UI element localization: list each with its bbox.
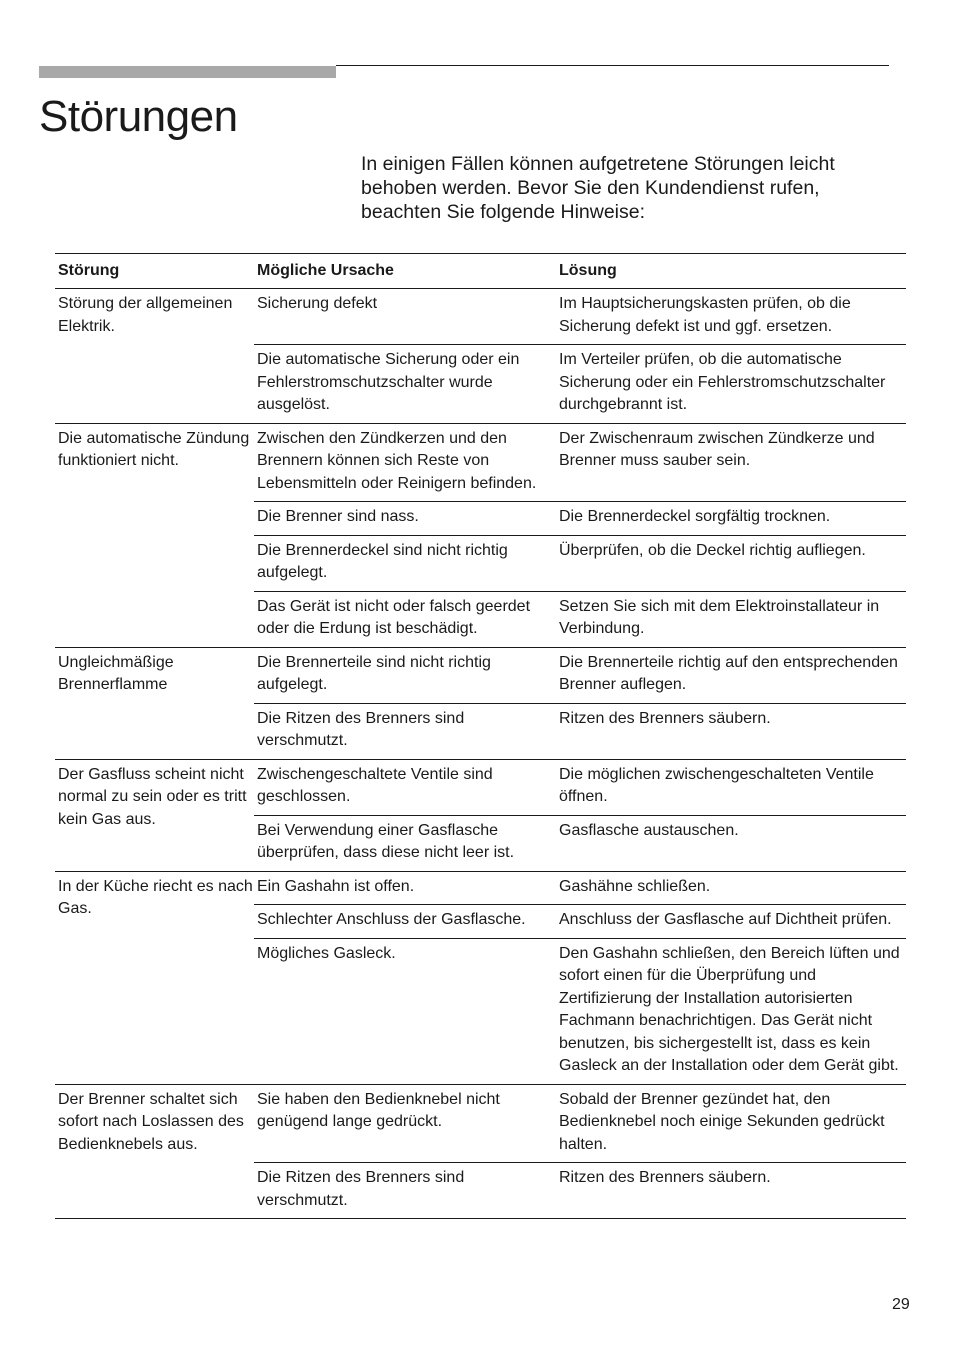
cause-cell: Die Brenner sind nass. <box>254 502 556 536</box>
fault-cell: In der Küche riecht es nach Gas. <box>58 877 253 917</box>
solution-cell: Gashähne schließen. <box>556 871 906 905</box>
solution-cell: Die möglichen zwischengeschalteten Ventile öffnen. <box>556 759 906 815</box>
solution-cell: Im Verteiler prüfen, ob die automatische Sicherung oder ein Fehlerstromschutzschalter durchgebrannt ist. <box>559 351 886 413</box>
fault-cell: Störung der allgemeinen Elektrik. <box>58 295 233 335</box>
cause-cell: Die Ritzen des Brenners sind verschmutzt. <box>257 1169 465 1209</box>
cause-cell: Die Brennerdeckel sind nicht richtig aufgelegt. <box>254 535 556 591</box>
cause-cell: Sicherung defekt <box>254 289 556 345</box>
solution-cell: Sobald der Brenner gezündet hat, den Bedienknebel noch einige Sekunden gedrückt halten. <box>556 1084 906 1163</box>
cause-cell: Die automatische Sicherung oder ein Fehlerstromschutzschalter wurde ausgelöst. <box>257 351 520 413</box>
solution-cell: Den Gashahn schließen, den Bereich lüften und sofort einen für die Überprüfung und Zertifizierung der Installation autorisierten Fachmann benachrichtigen. Das Gerät nicht benutzen, bis sichergestellt ist, dass es kein Gasleck an der Installation oder dem Gerät gibt. <box>559 944 900 1074</box>
fault-cell: Ungleichmäßige Brennerflamme <box>58 653 174 693</box>
header-fault: Störung <box>58 261 120 279</box>
table-row <box>55 1084 906 1163</box>
solution-cell: Setzen Sie sich mit dem Elektroinstallateur in Verbindung. <box>559 597 880 637</box>
fault-cell: Die automatische Zündung funktioniert nicht. <box>58 429 250 469</box>
table-row <box>55 289 906 345</box>
table-row <box>55 647 906 703</box>
fault-cell: Der Gasfluss scheint nicht normal zu sein oder es tritt kein Gas aus. <box>58 765 247 828</box>
troubleshooting-table <box>55 253 906 1219</box>
header-rule-bar <box>39 66 336 78</box>
cause-cell: Schlechter Anschluss der Gasflasche. <box>254 905 556 939</box>
table-row <box>55 759 906 815</box>
cause-cell: Die Ritzen des Brenners sind verschmutzt. <box>257 709 465 749</box>
table-row <box>55 423 906 502</box>
table-row <box>55 871 906 905</box>
solution-cell: Die Brennerdeckel sorgfältig trocknen. <box>556 502 906 536</box>
cause-cell: Bei Verwendung einer Gasflasche überprüfen, dass diese nicht leer ist. <box>257 821 515 861</box>
cause-cell: Sie haben den Bedienknebel nicht genügend lange gedrückt. <box>254 1084 556 1163</box>
table-body <box>55 289 906 1219</box>
cause-cell: Ein Gashahn ist offen. <box>254 871 556 905</box>
solution-cell: Gasflasche austauschen. <box>559 821 739 839</box>
cause-cell: Zwischengeschaltete Ventile sind geschlossen. <box>254 759 556 815</box>
page-number: 29 <box>892 1296 910 1313</box>
cause-cell: Die Brennerteile sind nicht richtig aufgelegt. <box>254 647 556 703</box>
header-cause: Mögliche Ursache <box>257 261 394 279</box>
header-solution: Lösung <box>559 261 617 279</box>
cause-cell: Zwischen den Zündkerzen und den Brennern können sich Reste von Lebensmitteln oder Reinigern befinden. <box>254 423 556 502</box>
page-title: Störungen <box>39 92 238 141</box>
solution-cell: Im Hauptsicherungskasten prüfen, ob die Sicherung defekt ist und ggf. ersetzen. <box>556 289 906 345</box>
table-header-row <box>55 254 906 289</box>
solution-cell: Ritzen des Brenners säubern. <box>559 1169 771 1186</box>
header-rule-line <box>336 65 889 66</box>
solution-cell: Ritzen des Brenners säubern. <box>559 709 771 727</box>
cause-cell: Mögliches Gasleck. <box>257 944 396 962</box>
cause-cell: Das Gerät ist nicht oder falsch geerdet oder die Erdung ist beschädigt. <box>257 597 531 637</box>
solution-cell: Anschluss der Gasflasche auf Dichtheit prüfen. <box>556 905 906 939</box>
intro-text: In einigen Fällen können aufgetretene Störungen leicht behoben werden. Bevor Sie den Kundendienst rufen, beachten Sie folgende Hinweise: <box>361 153 835 223</box>
fault-cell: Der Brenner schaltet sich sofort nach Loslassen des Bedienknebels aus. <box>58 1090 244 1153</box>
solution-cell: Die Brennerteile richtig auf den entsprechenden Brenner auflegen. <box>556 647 906 703</box>
solution-cell: Überprüfen, ob die Deckel richtig aufliegen. <box>556 535 906 591</box>
solution-cell: Der Zwischenraum zwischen Zündkerze und Brenner muss sauber sein. <box>556 423 906 502</box>
